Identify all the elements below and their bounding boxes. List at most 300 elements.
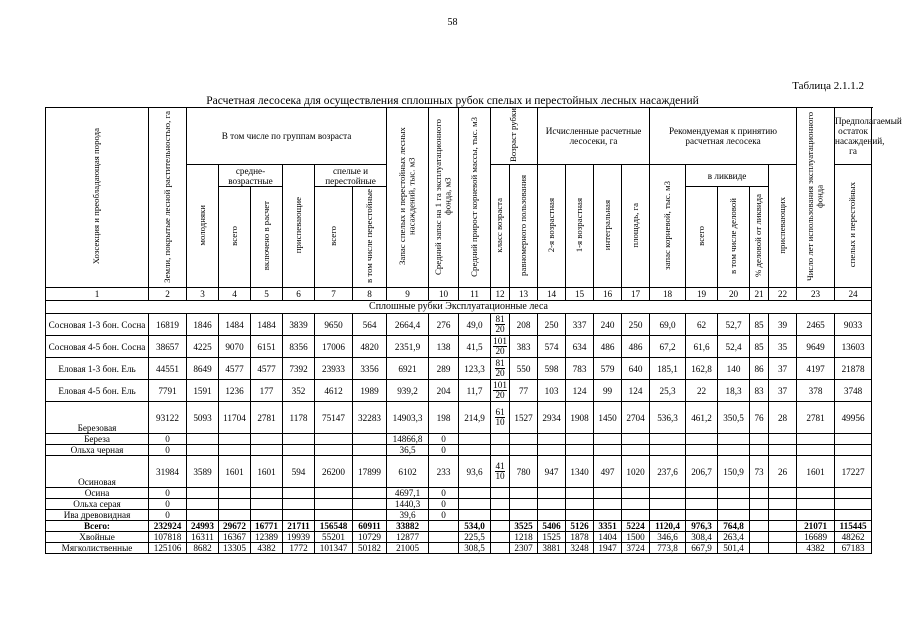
table-cell xyxy=(797,434,835,445)
table-cell: 140 xyxy=(718,358,750,380)
table-cell: 8356 xyxy=(283,336,315,358)
header-col17: площадь, га xyxy=(622,165,650,288)
table-cell: 0 xyxy=(429,488,459,499)
table-cell: 640 xyxy=(622,358,650,380)
row-name: Осина xyxy=(46,488,149,499)
table-label: Таблица 2.1.1.2 xyxy=(792,80,864,92)
table-cell: 3589 xyxy=(187,456,219,488)
table-cell: 4225 xyxy=(187,336,219,358)
table-cell xyxy=(283,434,315,445)
table-cell xyxy=(594,445,622,456)
table-row xyxy=(46,510,872,521)
table-row xyxy=(46,402,872,434)
table-cell xyxy=(835,488,872,499)
table-cell: 1484 xyxy=(251,314,283,336)
table-cell xyxy=(718,488,750,499)
table-cell: 48262 xyxy=(835,532,872,543)
table-cell: 263,4 xyxy=(718,532,750,543)
column-number: 10 xyxy=(429,288,459,301)
table-cell: 2307 xyxy=(510,543,538,554)
table-cell: 8682 xyxy=(187,543,219,554)
header-col13: равномерного пользования xyxy=(510,165,538,288)
table-cell xyxy=(750,510,769,521)
table-cell: 1846 xyxy=(187,314,219,336)
table-cell xyxy=(251,510,283,521)
table-cell: 25,3 xyxy=(650,380,686,402)
column-number: 11 xyxy=(459,288,491,301)
table-cell: 0 xyxy=(429,434,459,445)
table-cell xyxy=(718,434,750,445)
table-cell: 162,8 xyxy=(686,358,718,380)
table-cell: 3356 xyxy=(353,358,387,380)
table-cell: 52,7 xyxy=(718,314,750,336)
table-cell: 1989 xyxy=(353,380,387,402)
totals-row xyxy=(46,521,872,532)
table-cell: 93,6 xyxy=(459,456,491,488)
header-col4: всего xyxy=(219,187,251,288)
table-cell xyxy=(429,532,459,543)
table-cell: 534,0 xyxy=(459,521,491,532)
table-cell xyxy=(283,445,315,456)
table-cell xyxy=(566,488,594,499)
column-number: 9 xyxy=(387,288,429,301)
table-cell xyxy=(353,434,387,445)
table-cell: 0 xyxy=(149,488,187,499)
column-number: 16 xyxy=(594,288,622,301)
table-cell: 44551 xyxy=(149,358,187,380)
table-cell: 764,8 xyxy=(718,521,750,532)
table-cell: 2704 xyxy=(622,402,650,434)
table-cell: 1525 xyxy=(538,532,566,543)
table-cell: 12877 xyxy=(387,532,429,543)
table-cell xyxy=(622,434,650,445)
header-col7: всего xyxy=(315,187,353,288)
table-cell: 35 xyxy=(769,336,797,358)
table-cell: 4197 xyxy=(797,358,835,380)
table-cell: 564 xyxy=(353,314,387,336)
table-cell xyxy=(835,510,872,521)
table-cell: 237,6 xyxy=(650,456,686,488)
table-row xyxy=(46,314,872,336)
table-cell xyxy=(769,510,797,521)
column-number: 3 xyxy=(187,288,219,301)
table-cell xyxy=(622,510,650,521)
table-cell xyxy=(650,445,686,456)
table-cell xyxy=(538,510,566,521)
table-cell: 1484 xyxy=(219,314,251,336)
header-age-groups: В том числе по группам возраста xyxy=(187,108,387,165)
table-cell: 5406 xyxy=(538,521,566,532)
table-cell: 60911 xyxy=(353,521,387,532)
table-cell xyxy=(429,543,459,554)
table-cell: 101347 xyxy=(315,543,353,554)
table-cell: 0 xyxy=(149,499,187,510)
table-cell: 22 xyxy=(686,380,718,402)
column-number: 22 xyxy=(769,288,797,301)
table-cell: 124 xyxy=(566,380,594,402)
table-cell xyxy=(750,543,769,554)
table-cell: 240 xyxy=(594,314,622,336)
table-cell xyxy=(750,434,769,445)
table-cell xyxy=(459,510,491,521)
cutting-age-fraction xyxy=(491,402,510,434)
table-cell: 3351 xyxy=(594,521,622,532)
table-cell: 5093 xyxy=(187,402,219,434)
table-cell: 156548 xyxy=(315,521,353,532)
table-cell: 49,0 xyxy=(459,314,491,336)
table-cell: 383 xyxy=(510,336,538,358)
table-cell xyxy=(491,543,510,554)
table-cell: 62 xyxy=(686,314,718,336)
table-row xyxy=(46,380,872,402)
table-cell xyxy=(650,488,686,499)
table-cell: 23933 xyxy=(315,358,353,380)
table-cell xyxy=(769,434,797,445)
table-cell: 1020 xyxy=(622,456,650,488)
header-col14: 2-я возрастная xyxy=(538,165,566,288)
table-cell: 37 xyxy=(769,380,797,402)
lesoseka-table xyxy=(45,107,902,554)
table-cell xyxy=(835,434,872,445)
table-cell: 124 xyxy=(622,380,650,402)
table-cell xyxy=(750,521,769,532)
table-cell: 594 xyxy=(283,456,315,488)
table-cell: 61,6 xyxy=(686,336,718,358)
age-class: 20 xyxy=(495,346,505,357)
age-class: 20 xyxy=(495,390,505,401)
header-col6: приспевающие xyxy=(283,165,315,288)
table-cell xyxy=(750,532,769,543)
table-row xyxy=(46,358,872,380)
table-cell: 18,3 xyxy=(718,380,750,402)
table-cell xyxy=(219,499,251,510)
table-cell: 378 xyxy=(797,380,835,402)
section-title: Сплошные рубки Эксплуатационные леса xyxy=(46,301,872,314)
table-cell: 308,4 xyxy=(686,532,718,543)
table-cell: 21005 xyxy=(387,543,429,554)
cutting-age-fraction xyxy=(491,488,510,499)
table-cell xyxy=(538,434,566,445)
table-cell xyxy=(315,499,353,510)
header-col23: приспевающих xyxy=(769,165,797,288)
table-cell: 1772 xyxy=(283,543,315,554)
cutting-age: 61 xyxy=(495,407,505,418)
cutting-age: 101 xyxy=(493,380,507,391)
table-cell: 0 xyxy=(149,510,187,521)
table-cell: 1450 xyxy=(594,402,622,434)
table-cell xyxy=(650,434,686,445)
table-cell: 2934 xyxy=(538,402,566,434)
table-cell xyxy=(718,499,750,510)
table-cell xyxy=(594,488,622,499)
table-cell xyxy=(538,488,566,499)
table-cell xyxy=(510,499,538,510)
row-name: Хвойные xyxy=(46,532,149,543)
column-number: 2 xyxy=(149,288,187,301)
table-cell xyxy=(750,445,769,456)
table-cell xyxy=(686,445,718,456)
table-cell: 93122 xyxy=(149,402,187,434)
table-cell: 206,7 xyxy=(686,456,718,488)
table-cell xyxy=(566,499,594,510)
table-cell: 185,1 xyxy=(650,358,686,380)
table-cell: 32283 xyxy=(353,402,387,434)
header-col18: запас корневой, тыс. м3 xyxy=(650,165,686,288)
table-cell: 6151 xyxy=(251,336,283,358)
table-cell xyxy=(769,543,797,554)
table-cell: 232924 xyxy=(149,521,187,532)
table-cell: 21878 xyxy=(835,358,872,380)
table-cell xyxy=(459,445,491,456)
table-cell xyxy=(315,445,353,456)
table-row xyxy=(46,434,872,445)
row-name: Ива древовидная xyxy=(46,510,149,521)
table-cell xyxy=(251,445,283,456)
table-cell: 29672 xyxy=(219,521,251,532)
table-cell: 2664,4 xyxy=(387,314,429,336)
cutting-age: 81 xyxy=(495,314,505,325)
table-cell: 1500 xyxy=(622,532,650,543)
table-cell: 24993 xyxy=(187,521,219,532)
table-cell xyxy=(566,434,594,445)
header-col5: включено в расчет xyxy=(251,187,283,288)
table-cell: 4382 xyxy=(251,543,283,554)
table-cell: 52,4 xyxy=(718,336,750,358)
table-cell: 1120,4 xyxy=(650,521,686,532)
header-col20: в том числе деловой xyxy=(718,187,750,288)
column-number: 19 xyxy=(686,288,718,301)
table-cell: 17227 xyxy=(835,456,872,488)
table-cell xyxy=(510,434,538,445)
cutting-age-fraction xyxy=(491,445,510,456)
header-middle-aged: средне-возрастные xyxy=(219,165,283,187)
table-cell: 86 xyxy=(750,358,769,380)
row-name: Сосновая 1-3 бон. Сосна xyxy=(46,314,149,336)
cutting-age-fraction xyxy=(491,510,510,521)
table-cell: 198 xyxy=(429,402,459,434)
table-cell: 9649 xyxy=(797,336,835,358)
table-cell: 461,2 xyxy=(686,402,718,434)
table-cell: 83 xyxy=(750,380,769,402)
header-calculated: Исчисленные расчетные лесосеки, га xyxy=(538,108,650,165)
table-cell xyxy=(769,488,797,499)
table-cell: 5224 xyxy=(622,521,650,532)
table-cell: 7791 xyxy=(149,380,187,402)
table-cell: 9033 xyxy=(835,314,872,336)
table-cell: 598 xyxy=(538,358,566,380)
table-cell xyxy=(219,434,251,445)
table-cell: 19939 xyxy=(283,532,315,543)
table-cell: 2351,9 xyxy=(387,336,429,358)
table-cell xyxy=(283,488,315,499)
table-cell: 138 xyxy=(429,336,459,358)
table-cell: 13603 xyxy=(835,336,872,358)
table-cell: 67,2 xyxy=(650,336,686,358)
table-cell xyxy=(750,488,769,499)
table-cell: 150,9 xyxy=(718,456,750,488)
table-cell: 350,5 xyxy=(718,402,750,434)
table-cell xyxy=(650,510,686,521)
table-cell: 9070 xyxy=(219,336,251,358)
column-number: 14 xyxy=(538,288,566,301)
table-cell xyxy=(315,488,353,499)
table-cell: 103 xyxy=(538,380,566,402)
header-remainder: Предполагаемый остаток насаждений, га xyxy=(835,108,872,165)
table-cell: 14903,3 xyxy=(387,402,429,434)
table-cell: 55201 xyxy=(315,532,353,543)
table-cell: 16367 xyxy=(219,532,251,543)
table-cell xyxy=(650,499,686,510)
table-cell: 9650 xyxy=(315,314,353,336)
column-number: 18 xyxy=(650,288,686,301)
column-number: 15 xyxy=(566,288,594,301)
table-cell: 12389 xyxy=(251,532,283,543)
age-class: 20 xyxy=(495,324,505,335)
table-cell: 276 xyxy=(429,314,459,336)
table-cell: 225,5 xyxy=(459,532,491,543)
table-cell xyxy=(797,445,835,456)
row-name: Еловая 4-5 бон. Ель xyxy=(46,380,149,402)
table-cell xyxy=(187,445,219,456)
row-name: Осиновая xyxy=(46,456,149,488)
table-cell: 0 xyxy=(149,434,187,445)
column-number: 7 xyxy=(315,288,353,301)
header-col22: Число лет использования эксплуатационного фонда xyxy=(797,108,835,288)
table-cell: 2781 xyxy=(797,402,835,434)
table-cell: 1440,3 xyxy=(387,499,429,510)
table-cell xyxy=(566,445,594,456)
header-col12a: класс возраста xyxy=(491,165,510,288)
table-cell: 634 xyxy=(566,336,594,358)
column-number-row xyxy=(46,288,872,301)
table-cell xyxy=(686,510,718,521)
header-col3: молодняки xyxy=(187,165,219,288)
cutting-age: 41 xyxy=(495,461,505,472)
cutting-age: 101 xyxy=(493,336,507,347)
table-cell xyxy=(835,499,872,510)
table-cell: 976,3 xyxy=(686,521,718,532)
table-cell: 7392 xyxy=(283,358,315,380)
table-cell xyxy=(187,488,219,499)
table-cell: 6102 xyxy=(387,456,429,488)
table-cell: 50182 xyxy=(353,543,387,554)
header-mature: спелые и перестойные xyxy=(315,165,387,187)
table-cell: 536,3 xyxy=(650,402,686,434)
table-cell: 667,9 xyxy=(686,543,718,554)
header-col15: 1-я возрастная xyxy=(566,165,594,288)
table-cell: 177 xyxy=(251,380,283,402)
table-cell: 49956 xyxy=(835,402,872,434)
table-cell xyxy=(187,499,219,510)
table-cell: 208 xyxy=(510,314,538,336)
table-cell: 39 xyxy=(769,314,797,336)
table-cell: 1527 xyxy=(510,402,538,434)
table-cell: 31984 xyxy=(149,456,187,488)
table-cell: 783 xyxy=(566,358,594,380)
cutting-age-fraction xyxy=(491,456,510,488)
table-cell: 2465 xyxy=(797,314,835,336)
table-cell: 16311 xyxy=(187,532,219,543)
table-cell xyxy=(769,445,797,456)
table-cell: 1591 xyxy=(187,380,219,402)
header-col16: интегральная xyxy=(594,165,622,288)
table-cell: 501,4 xyxy=(718,543,750,554)
table-cell: 17899 xyxy=(353,456,387,488)
table-cell xyxy=(251,499,283,510)
table-cell: 352 xyxy=(283,380,315,402)
table-cell xyxy=(353,510,387,521)
cutting-age-fraction xyxy=(491,380,510,402)
header-col21: % деловой от ликвида xyxy=(750,187,769,288)
table-cell xyxy=(510,510,538,521)
table-cell: 337 xyxy=(566,314,594,336)
column-number: 13 xyxy=(510,288,538,301)
header-col12: Возраст рубки xyxy=(491,108,538,165)
column-number: 5 xyxy=(251,288,283,301)
table-cell xyxy=(315,434,353,445)
table-cell xyxy=(353,499,387,510)
table-cell xyxy=(622,488,650,499)
table-cell xyxy=(187,510,219,521)
table-cell: 13305 xyxy=(219,543,251,554)
table-cell: 16819 xyxy=(149,314,187,336)
table-cell xyxy=(251,488,283,499)
age-class: 10 xyxy=(495,471,505,482)
page-number: 58 xyxy=(447,17,458,28)
table-cell: 1601 xyxy=(219,456,251,488)
table-cell: 4820 xyxy=(353,336,387,358)
table-cell: 1947 xyxy=(594,543,622,554)
table-cell: 233 xyxy=(429,456,459,488)
table-cell xyxy=(538,445,566,456)
table-cell: 1236 xyxy=(219,380,251,402)
column-number: 6 xyxy=(283,288,315,301)
header-col9: Запас спелых и перестойных лесных насаждений, тыс. м3 xyxy=(387,108,429,288)
cutting-age-fraction xyxy=(491,336,510,358)
cutting-age-fraction xyxy=(491,434,510,445)
table-cell xyxy=(797,488,835,499)
cutting-age-fraction xyxy=(491,314,510,336)
table-cell: 346,6 xyxy=(650,532,686,543)
table-cell: 6921 xyxy=(387,358,429,380)
column-number: 8 xyxy=(353,288,387,301)
table-cell xyxy=(835,445,872,456)
table-cell xyxy=(219,510,251,521)
table-cell: 4577 xyxy=(251,358,283,380)
table-cell: 85 xyxy=(750,314,769,336)
totals-row xyxy=(46,543,872,554)
table-cell: 5126 xyxy=(566,521,594,532)
table-cell xyxy=(187,434,219,445)
table-cell: 85 xyxy=(750,336,769,358)
row-name: Всего: xyxy=(46,521,149,532)
table-cell: 574 xyxy=(538,336,566,358)
table-cell: 26200 xyxy=(315,456,353,488)
table-cell: 37 xyxy=(769,358,797,380)
table-cell: 1908 xyxy=(566,402,594,434)
table-cell: 75147 xyxy=(315,402,353,434)
table-cell xyxy=(718,445,750,456)
table-cell xyxy=(491,521,510,532)
table-cell: 14866,8 xyxy=(387,434,429,445)
table-cell xyxy=(429,521,459,532)
header-col8: в том числе перестойные xyxy=(353,187,387,288)
totals-row xyxy=(46,532,872,543)
table-cell xyxy=(686,488,718,499)
header-col24: спелых и перестойных xyxy=(835,165,872,288)
column-number: 20 xyxy=(718,288,750,301)
table-cell xyxy=(251,434,283,445)
